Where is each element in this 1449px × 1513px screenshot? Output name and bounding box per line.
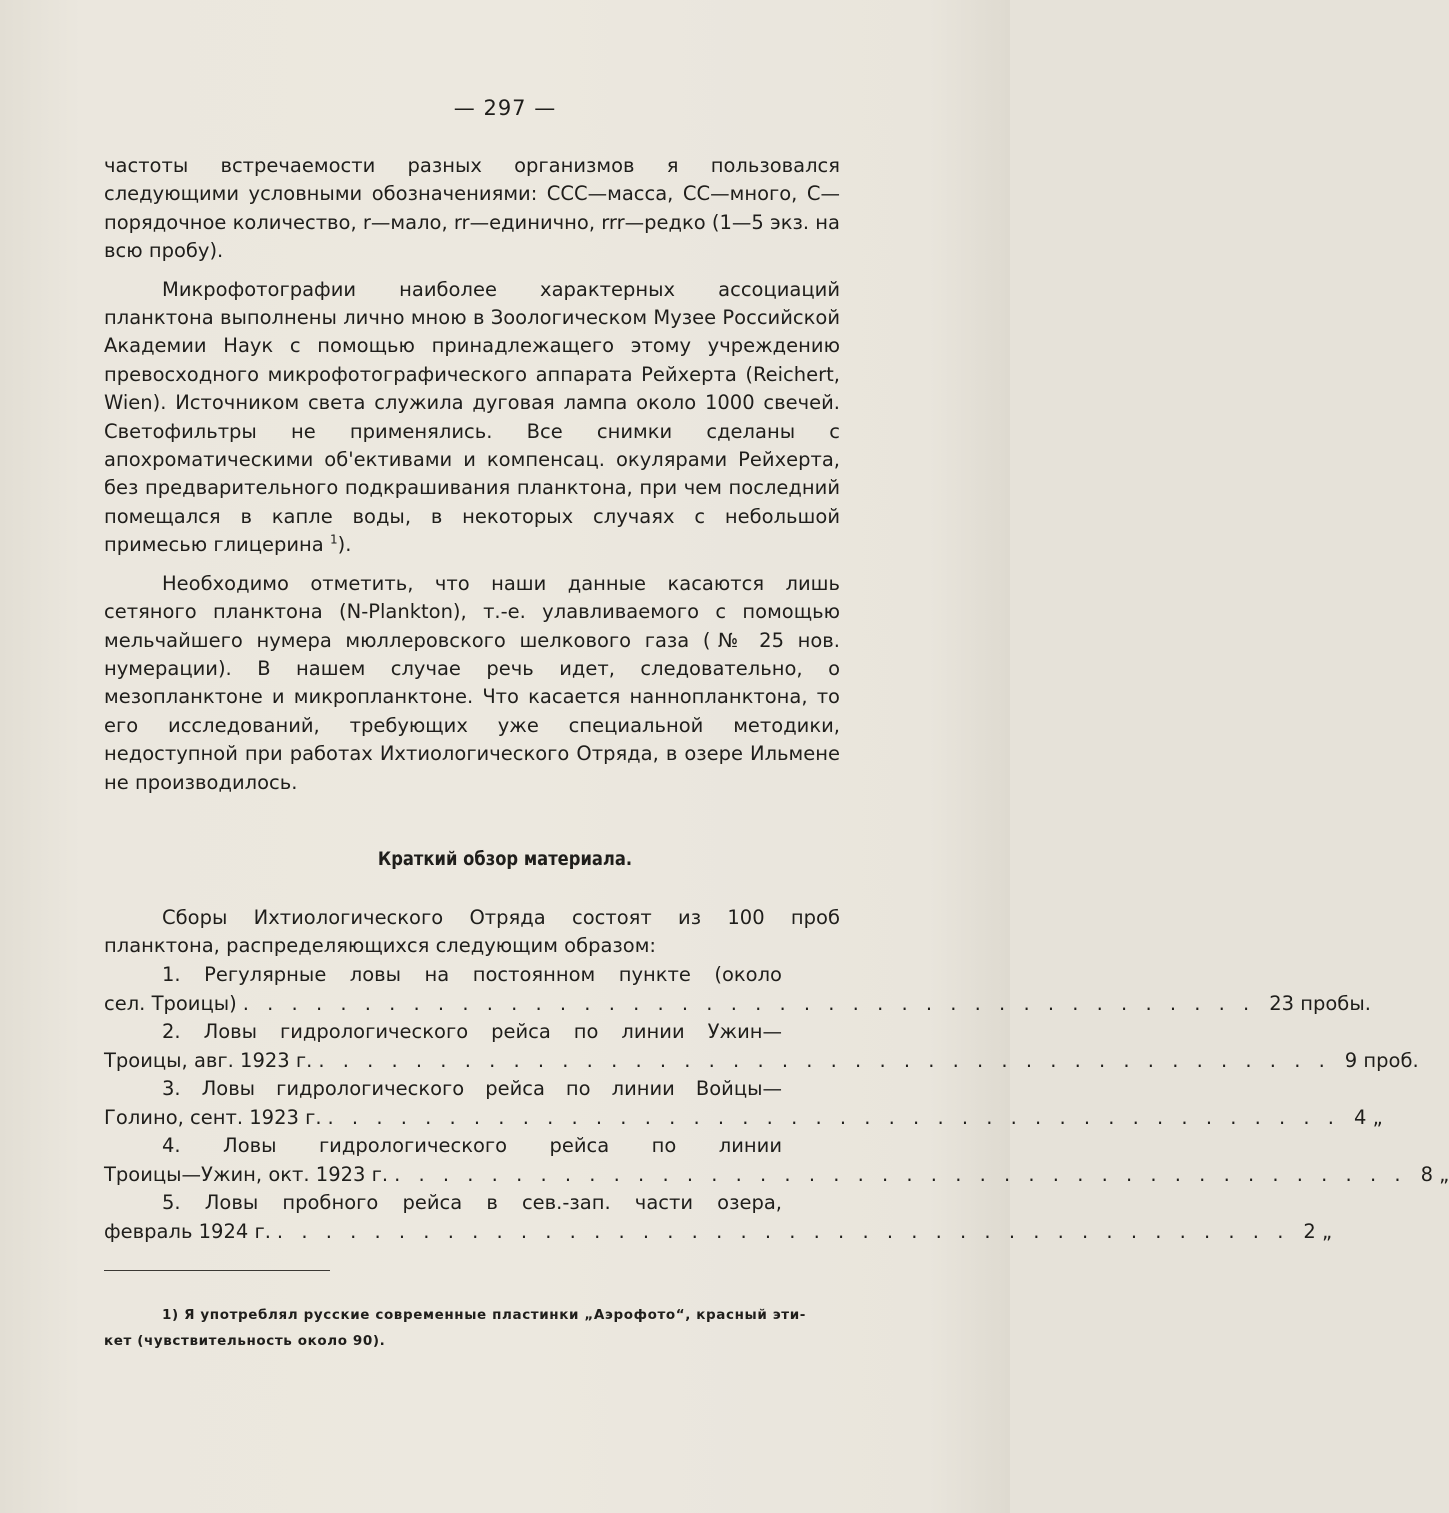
footnote-marker: 1) [162, 1307, 179, 1323]
body-text [104, 152, 840, 797]
leader-dots: . . . . . . . . . . . . . . . . . . . . . . . . . . . . . . . . . . . . . . . . . . [394, 1163, 1407, 1186]
list-item-line2: Троицы, авг. 1923 г. [104, 1049, 313, 1072]
paragraph-2-text: Микрофотографии наиболее характерных ассоциаций планктона выполнены лично мною в Зоологическом Музее Российской Академии Наук с помощью принадлежащего этому учреждению превосходного микрофотографического аппарата Рейхерта (Reichert, Wien). Источником света служила дуговая лампа около 1000 свечей. Светофильтры не применялись. Все снимки сделаны с апохроматическими об'ективами и компенсац. окулярами Рейхерта, без предварительного подкрашивания планктона, при чем последний помещался в капле воды, в некоторых случаях с небольшой примесью глицерина [104, 277, 840, 557]
footnote-divider [104, 1270, 330, 1271]
list-intro-text: Сборы Ихтиологического Отряда состоят из 100 проб планктона, распределяющихся следующим образом: [104, 906, 840, 958]
list-item [104, 1074, 1383, 1132]
list-item-line1: 3. Ловы гидрологического рейса по линии Войцы— [162, 1077, 782, 1100]
list-item-line2: Троицы—Ужин, окт. 1923 г. [104, 1163, 389, 1186]
list-item-count: 9 проб. [1344, 1049, 1419, 1072]
footnote-line2: кет (чувствительность около 90). [104, 1333, 386, 1349]
list-item-line1: 2. Ловы гидрологического рейса по линии Ужин— [162, 1020, 782, 1043]
list-item-count: 2 „ [1303, 1220, 1333, 1243]
leader-dots: . . . . . . . . . . . . . . . . . . . . . . . . . . . . . . . . . . . . . . . . . . [318, 1049, 1331, 1072]
list-item-line2: февраль 1924 г. [104, 1220, 271, 1243]
section-heading: Краткий обзор материала. [377, 848, 633, 870]
footnote-line1: Я употреблял русские современные пластинки „Аэрофото“, красный эти- [184, 1307, 806, 1323]
paragraph-1: частоты встречаемости разных организмов я пользовался следующими условными обозначениями: ССС—масса, СС—много, С—порядочное количество, r—мало, rr—единично, rrr—редко (1—5 экз. на всю пробу). [104, 154, 840, 263]
list-item [104, 1131, 1449, 1189]
footnote-reference-suffix: ). [337, 533, 352, 557]
footnote-reference: 1 [329, 532, 338, 547]
list-item [104, 960, 1371, 1018]
leader-dots: . . . . . . . . . . . . . . . . . . . . . . . . . . . . . . . . . . . . . . . . . . [242, 992, 1256, 1015]
page-number: — 297 — [453, 96, 557, 120]
list-item [104, 1188, 1333, 1246]
list-item-count: 8 „ [1420, 1163, 1449, 1186]
leader-dots: . . . . . . . . . . . . . . . . . . . . . . . . . . . . . . . . . . . . . . . . . . [276, 1220, 1290, 1243]
list-item-line2: Голино, сент. 1923 г. [104, 1106, 322, 1129]
list-item-count: 23 пробы. [1269, 992, 1371, 1015]
list-item-line1: 5. Ловы пробного рейса в сев.-зап. части озера, [162, 1191, 782, 1214]
list-item-line1: 4. Ловы гидрологического рейса по линии [162, 1134, 782, 1157]
leader-dots: . . . . . . . . . . . . . . . . . . . . . . . . . . . . . . . . . . . . . . . . . . [327, 1106, 1341, 1129]
footnote [104, 1302, 844, 1354]
list-item-line1: 1. Регулярные ловы на постоянном пункте (около [162, 963, 782, 986]
paragraph-3: Необходимо отметить, что наши данные касаются лишь сетяного планктона (N-Plankton), т.-е. улавливаемого с помощью мельчайшего нумера мюллеровского шелкового газа (№ 25 нов. нумерации). В нашем случае речь идет, следовательно, о мезопланктоне и микропланктоне. Что касается наннопланктона, то его исследований, требующих уже специальной методики, недоступной при работах Ихтиологического Отряда, в озере Ильмене не производилось. [104, 571, 840, 794]
list-intro [104, 904, 840, 961]
list-item-count: 4 „ [1354, 1106, 1383, 1129]
list-item-line2: сел. Троицы) [104, 992, 237, 1015]
list-item [104, 1017, 1419, 1075]
paragraph-2 [104, 276, 840, 560]
